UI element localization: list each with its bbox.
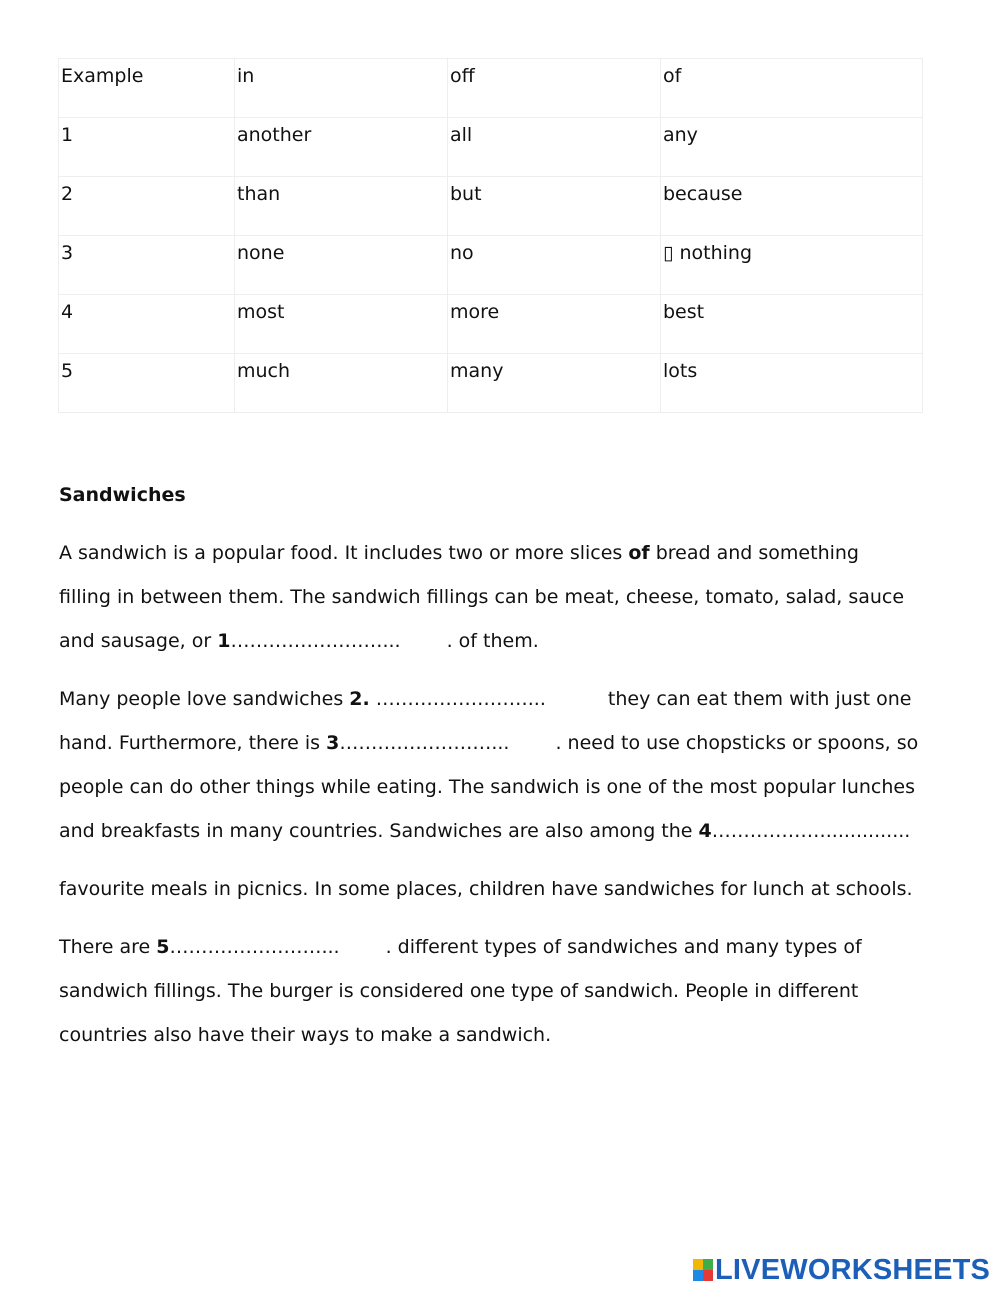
liveworksheets-logo [693, 1253, 990, 1287]
blank-number: 5 [156, 936, 170, 958]
table-cell: but [448, 177, 661, 236]
table-cell: off [448, 59, 661, 118]
passage-line: sandwich fillings. The burger is considered one type of sandwich. People in different [59, 980, 859, 1002]
text: and sausage, or [59, 630, 218, 652]
table-cell: Example [59, 59, 235, 118]
table-cell: 3 [59, 236, 235, 295]
table-cell: 2 [59, 177, 235, 236]
text: bread and something [649, 542, 859, 564]
answer-blank-5[interactable]: ……………………... [169, 936, 340, 958]
table-cell: many [448, 354, 661, 413]
passage-line [59, 728, 918, 758]
passage-line: favourite meals in picnics. In some places, children have sandwiches for lunch at schools. [59, 878, 913, 900]
table-row [59, 177, 923, 236]
table-cell: any [661, 118, 923, 177]
table-cell: most [235, 295, 448, 354]
word-options-table [58, 58, 923, 413]
text: they can eat them with just one [607, 688, 912, 710]
answer-blank-2[interactable]: ……………………... [375, 688, 546, 710]
passage-line [59, 684, 912, 714]
table-cell: than [235, 177, 448, 236]
passage-line: people can do other things while eating. The sandwich is one of the most popular lunches [59, 776, 915, 798]
table-cell: no [448, 236, 661, 295]
table-cell: another [235, 118, 448, 177]
bold-word: of [628, 542, 650, 564]
table-cell: none [235, 236, 448, 295]
passage-title: Sandwiches [59, 484, 186, 506]
table-row [59, 354, 923, 413]
text: . need to use chopsticks or spoons, so [555, 732, 919, 754]
table-cell: best [661, 295, 923, 354]
answer-blank-3[interactable]: ……………………... [339, 732, 510, 754]
answer-blank-1[interactable]: ……………………... [230, 630, 401, 652]
table-cell: ▯ nothing [661, 236, 923, 295]
text: A sandwich is a popular food. It includes two or more slices [59, 542, 629, 564]
table-cell: lots [661, 354, 923, 413]
table-cell: 1 [59, 118, 235, 177]
blank-number: 1 [217, 630, 231, 652]
table-row [59, 118, 923, 177]
logo-text: LIVEWORKSHEETS [715, 1253, 991, 1286]
text: . different types of sandwiches and many types of [385, 936, 862, 958]
blank-number: 3 [326, 732, 340, 754]
table-cell: 5 [59, 354, 235, 413]
passage-line [59, 626, 539, 656]
blank-number: 4 [698, 820, 712, 842]
passage-line: countries also have their ways to make a sandwich. [59, 1024, 552, 1046]
passage-line [59, 932, 862, 962]
table-cell: more [448, 295, 661, 354]
table-row [59, 295, 923, 354]
logo-mark-icon [693, 1259, 713, 1281]
table-cell: because [661, 177, 923, 236]
passage-line: filling in between them. The sandwich fillings can be meat, cheese, tomato, salad, sauce [59, 586, 905, 608]
text: . of them. [446, 630, 539, 652]
passage-line [59, 538, 859, 568]
text: There are [59, 936, 157, 958]
blank-number: 2. [349, 688, 370, 710]
table-cell: of [661, 59, 923, 118]
text: Many people love sandwiches [59, 688, 350, 710]
text: and breakfasts in many countries. Sandwiches are also among the [59, 820, 699, 842]
table-cell: in [235, 59, 448, 118]
table-cell: all [448, 118, 661, 177]
answer-blank-4[interactable]: ……………….............. [711, 820, 911, 842]
table-row [59, 59, 923, 118]
table-cell: 4 [59, 295, 235, 354]
text: hand. Furthermore, there is [59, 732, 327, 754]
passage-line [59, 816, 910, 846]
table-cell: much [235, 354, 448, 413]
table-row [59, 236, 923, 295]
